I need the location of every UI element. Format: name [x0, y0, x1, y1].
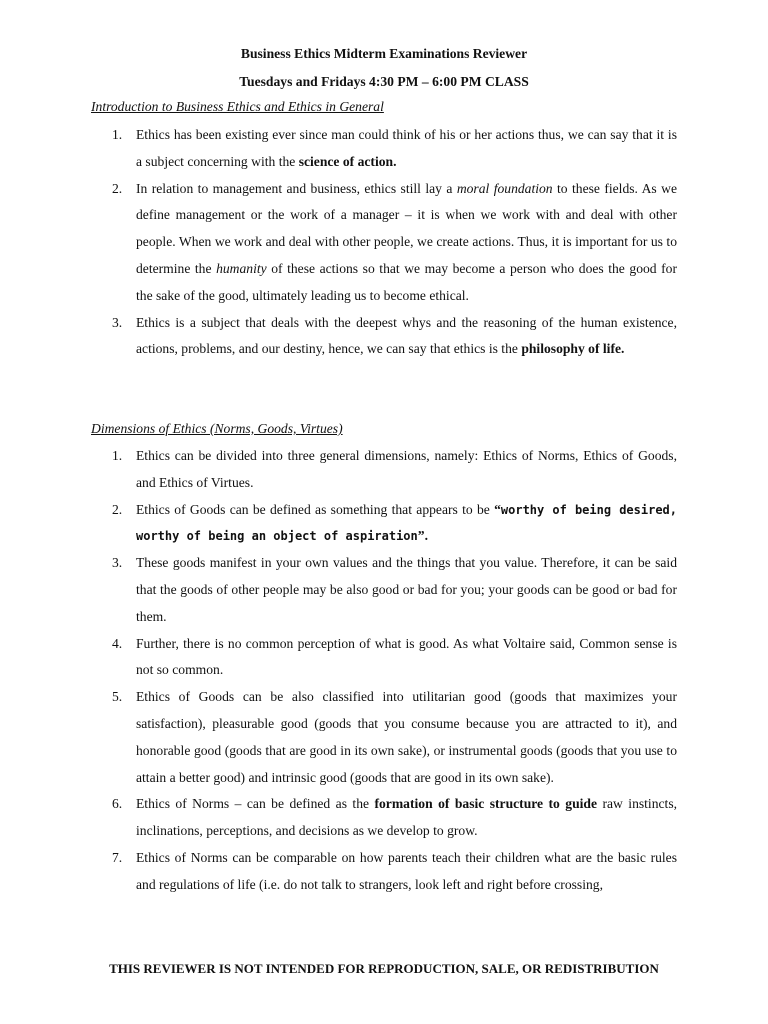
list-item-number: 1. — [112, 127, 123, 142]
list-item-number: 6. — [112, 796, 123, 812]
list-item-text: Ethics of Goods can be also classified into utilitarian good (goods that maximizes your satisfaction), pleasurable good (goods that you consume because you are attracted to it), and honorable good (goods that are good in its own sake), or instrumental goods (goods that you use to attain a better good) and intrinsic good (goods that are good in its own sake). — [136, 689, 677, 785]
list-item-text: Ethics of Norms can be comparable on how parents teach their children what are the basic rules and regulations of life (i.e. do not talk to strangers, look left and right before crossing, — [136, 849, 677, 892]
list-item — [0, 122, 677, 176]
list-item — [0, 497, 677, 551]
list-item — [0, 631, 677, 685]
list-item-bold-text: worthy of being desired, worthy of being an object of aspiration — [136, 502, 677, 544]
list-item — [0, 550, 677, 630]
list-item-text: of these actions so that we may become a person who does the good for the sake of the good, ultimately leading us to become ethical. — [136, 260, 677, 303]
list-item — [0, 684, 677, 791]
list-item-number: 3. — [112, 314, 123, 330]
list-item-text: raw instincts, inclinations, perceptions, and decisions as we develop to grow. — [136, 796, 678, 839]
list-item-bold-text: formation of basic structure to guide — [374, 796, 598, 812]
list-item-number: 3. — [112, 555, 123, 571]
list-item-text: Ethics of Norms – can be defined as the — [136, 796, 375, 812]
section-heading-dimensions: Dimensions of Ethics (Norms, Goods, Virtues) — [91, 421, 343, 436]
list-item-text: These goods manifest in your own values and the things that you value. Therefore, it can be said that the goods of other people may be also good or bad for you; your goods can be good or bad for them. — [136, 555, 677, 624]
list-item-text: Ethics is a subject that deals with the deepest whys and the reasoning of the human existence, actions, problems, and our destiny, hence, we can say that ethics is the — [136, 314, 677, 357]
list-item — [0, 443, 677, 497]
list-item-bold-text: science of action. — [298, 153, 397, 169]
section-heading-introduction: Introduction to Business Ethics and Ethics in General — [91, 99, 384, 114]
list-item-text: to these fields. As we define management or the work of a manager – it is when we work with and deal with other people. When we work and deal with other people, we create actions. Thus, it is important for us to determine the — [136, 180, 677, 276]
list-item-number: 4. — [112, 635, 123, 651]
list-item — [0, 845, 677, 899]
list-item-text: Ethics of Goods can be defined as something that appears to be — [136, 501, 495, 517]
dimensions-list — [0, 443, 768, 899]
list-item — [0, 310, 677, 364]
list-item-text: In relation to management and business, ethics still lay a — [136, 180, 457, 196]
list-item-number: 2. — [112, 501, 123, 517]
list-item-italic-text: humanity — [216, 260, 267, 276]
list-item-italic-text: moral foundation — [456, 180, 553, 196]
list-item-text: Ethics can be divided into three general dimensions, namely: Ethics of Norms, Ethics of Goods, and Ethics of Virtues. — [136, 448, 677, 490]
quote-open: “ — [494, 501, 501, 517]
list-item-bold-text: philosophy of life. — [521, 341, 625, 357]
document-title: Business Ethics Midterm Examinations Reviewer — [240, 46, 528, 61]
quote-close: ”. — [417, 528, 428, 544]
document-subtitle: Tuesdays and Fridays 4:30 PM – 6:00 PM CLASS — [239, 74, 529, 89]
list-item-number: 7. — [112, 849, 123, 865]
document-footer: THIS REVIEWER IS NOT INTENDED FOR REPRODUCTION, SALE, OR REDISTRIBUTION — [109, 961, 659, 976]
list-item-number: 2. — [112, 180, 123, 196]
list-item-text: Further, there is no common perception of what is good. As what Voltaire said, Common sense is not so common. — [136, 635, 677, 678]
list-item-text: Ethics has been existing ever since man could think of his or her actions thus, we can say that it is a subject concerning with the — [136, 127, 677, 169]
list-item — [0, 791, 677, 845]
list-item-number: 5. — [112, 689, 123, 705]
list-item — [0, 176, 677, 310]
list-item-number: 1. — [112, 448, 123, 463]
introduction-list — [0, 122, 768, 363]
